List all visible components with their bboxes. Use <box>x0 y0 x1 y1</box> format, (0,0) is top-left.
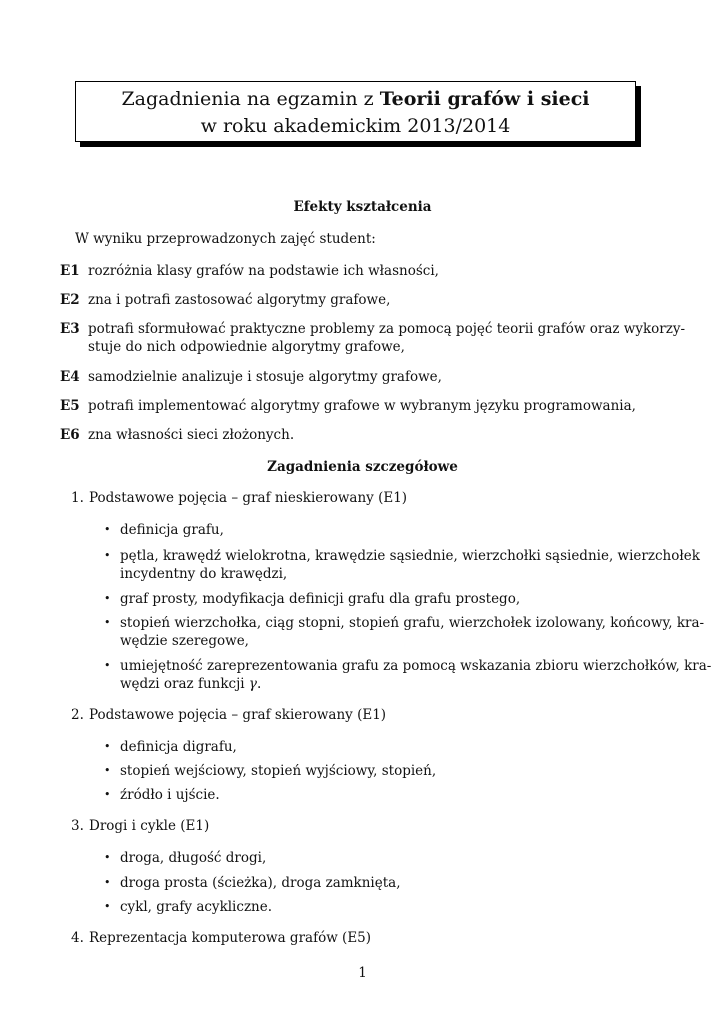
details-heading: Zagadnienia szczegółowe <box>267 459 458 475</box>
topic-3-item-2: droga prosta (ścieżka), droga zamknięta, <box>120 875 401 891</box>
effects-intro: W wyniku przeprowadzonych zajęć student: <box>75 231 376 247</box>
effect-text-e6: zna własności sieci złożonych. <box>88 427 295 443</box>
bullet-icon: • <box>104 592 111 605</box>
title-box <box>75 81 636 142</box>
effect-text-e2: zna i potrafi zastosować algorytmy grafowe, <box>88 292 391 308</box>
bullet-icon: • <box>104 876 111 889</box>
topic-1-item-4-line2: wędzie szeregowe, <box>120 633 249 649</box>
topic-2-item-1: definicja digrafu, <box>120 739 237 755</box>
topic-title-2: Podstawowe pojęcia – graf skierowany (E1) <box>89 707 387 723</box>
topic-number-3: 3. <box>71 818 84 834</box>
bullet-icon: • <box>104 523 111 536</box>
topic-number-4: 4. <box>71 930 84 946</box>
gamma-suffix: . <box>256 676 262 692</box>
title-subject: Teorii grafów i sieci <box>379 88 590 110</box>
topic-2-item-2: stopień wejściowy, stopień wyjściowy, stopień, <box>120 763 437 779</box>
bullet-icon: • <box>104 616 111 629</box>
topic-title-1: Podstawowe pojęcia – graf nieskierowany (E1) <box>89 490 408 506</box>
topic-1-item-3: graf prosty, modyfikacja definicji grafu dla grafu prostego, <box>120 591 521 607</box>
topic-title-3: Drogi i cykle (E1) <box>89 818 210 834</box>
effect-code-e2: E2 <box>60 292 80 308</box>
topic-1-item-5-line1: umiejętność zareprezentowania grafu za pomocą wskazania zbioru wierzchołków, kra- <box>120 658 712 674</box>
bullet-icon: • <box>104 740 111 753</box>
topic-number-1: 1. <box>71 490 84 506</box>
bullet-icon: • <box>104 851 111 864</box>
bullet-icon: • <box>104 659 111 672</box>
effect-text-e3-line2: stuje do nich odpowiednie algorytmy grafowe, <box>88 339 405 355</box>
effect-code-e4: E4 <box>60 369 80 385</box>
topic-2-item-3: źródło i ujście. <box>120 787 220 803</box>
effect-text-e3-line1: potrafi sformułować praktyczne problemy za pomocą pojęć teorii grafów oraz wykorzy- <box>88 321 686 337</box>
topic-1-item-2-line2: incydentny do krawędzi, <box>120 566 288 582</box>
bullet-icon: • <box>104 764 111 777</box>
effect-text-e5: potrafi implementować algorytmy grafowe w wybranym języku programowania, <box>88 398 636 414</box>
topic-3-item-1: droga, długość drogi, <box>120 850 267 866</box>
page-number: 1 <box>358 965 367 981</box>
title-line-2: w roku akademickim 2013/2014 <box>200 115 511 137</box>
title-line-1 <box>76 88 635 110</box>
topic-title-4: Reprezentacja komputerowa grafów (E5) <box>89 930 372 946</box>
title-prefix: Zagadnienia na egzamin z <box>121 88 374 110</box>
effect-code-e5: E5 <box>60 398 80 414</box>
topic-1-item-5-line2-text: wędzi oraz funkcji <box>120 676 245 692</box>
topic-1-item-2-line1: pętla, krawędź wielokrotna, krawędzie sąsiednie, wierzchołki sąsiednie, wierzchołek <box>120 548 700 564</box>
topic-1-item-5-line2 <box>120 676 261 692</box>
effect-code-e3: E3 <box>60 321 80 337</box>
effect-text-e1: rozróżnia klasy grafów na podstawie ich własności, <box>88 263 439 279</box>
topic-number-2: 2. <box>71 707 84 723</box>
effect-text-e4: samodzielnie analizuje i stosuje algorytmy grafowe, <box>88 369 442 385</box>
effects-heading: Efekty kształcenia <box>293 199 432 215</box>
gamma-symbol: γ <box>248 676 257 692</box>
effect-code-e6: E6 <box>60 427 80 443</box>
bullet-icon: • <box>104 900 111 913</box>
topic-1-item-4-line1: stopień wierzchołka, ciąg stopni, stopień grafu, wierzchołek izolowany, końcowy, kra- <box>120 615 705 631</box>
topic-1-item-1: definicja grafu, <box>120 522 224 538</box>
topic-3-item-3: cykl, grafy acykliczne. <box>120 899 273 915</box>
bullet-icon: • <box>104 788 111 801</box>
bullet-icon: • <box>104 549 111 562</box>
effect-code-e1: E1 <box>60 263 80 279</box>
